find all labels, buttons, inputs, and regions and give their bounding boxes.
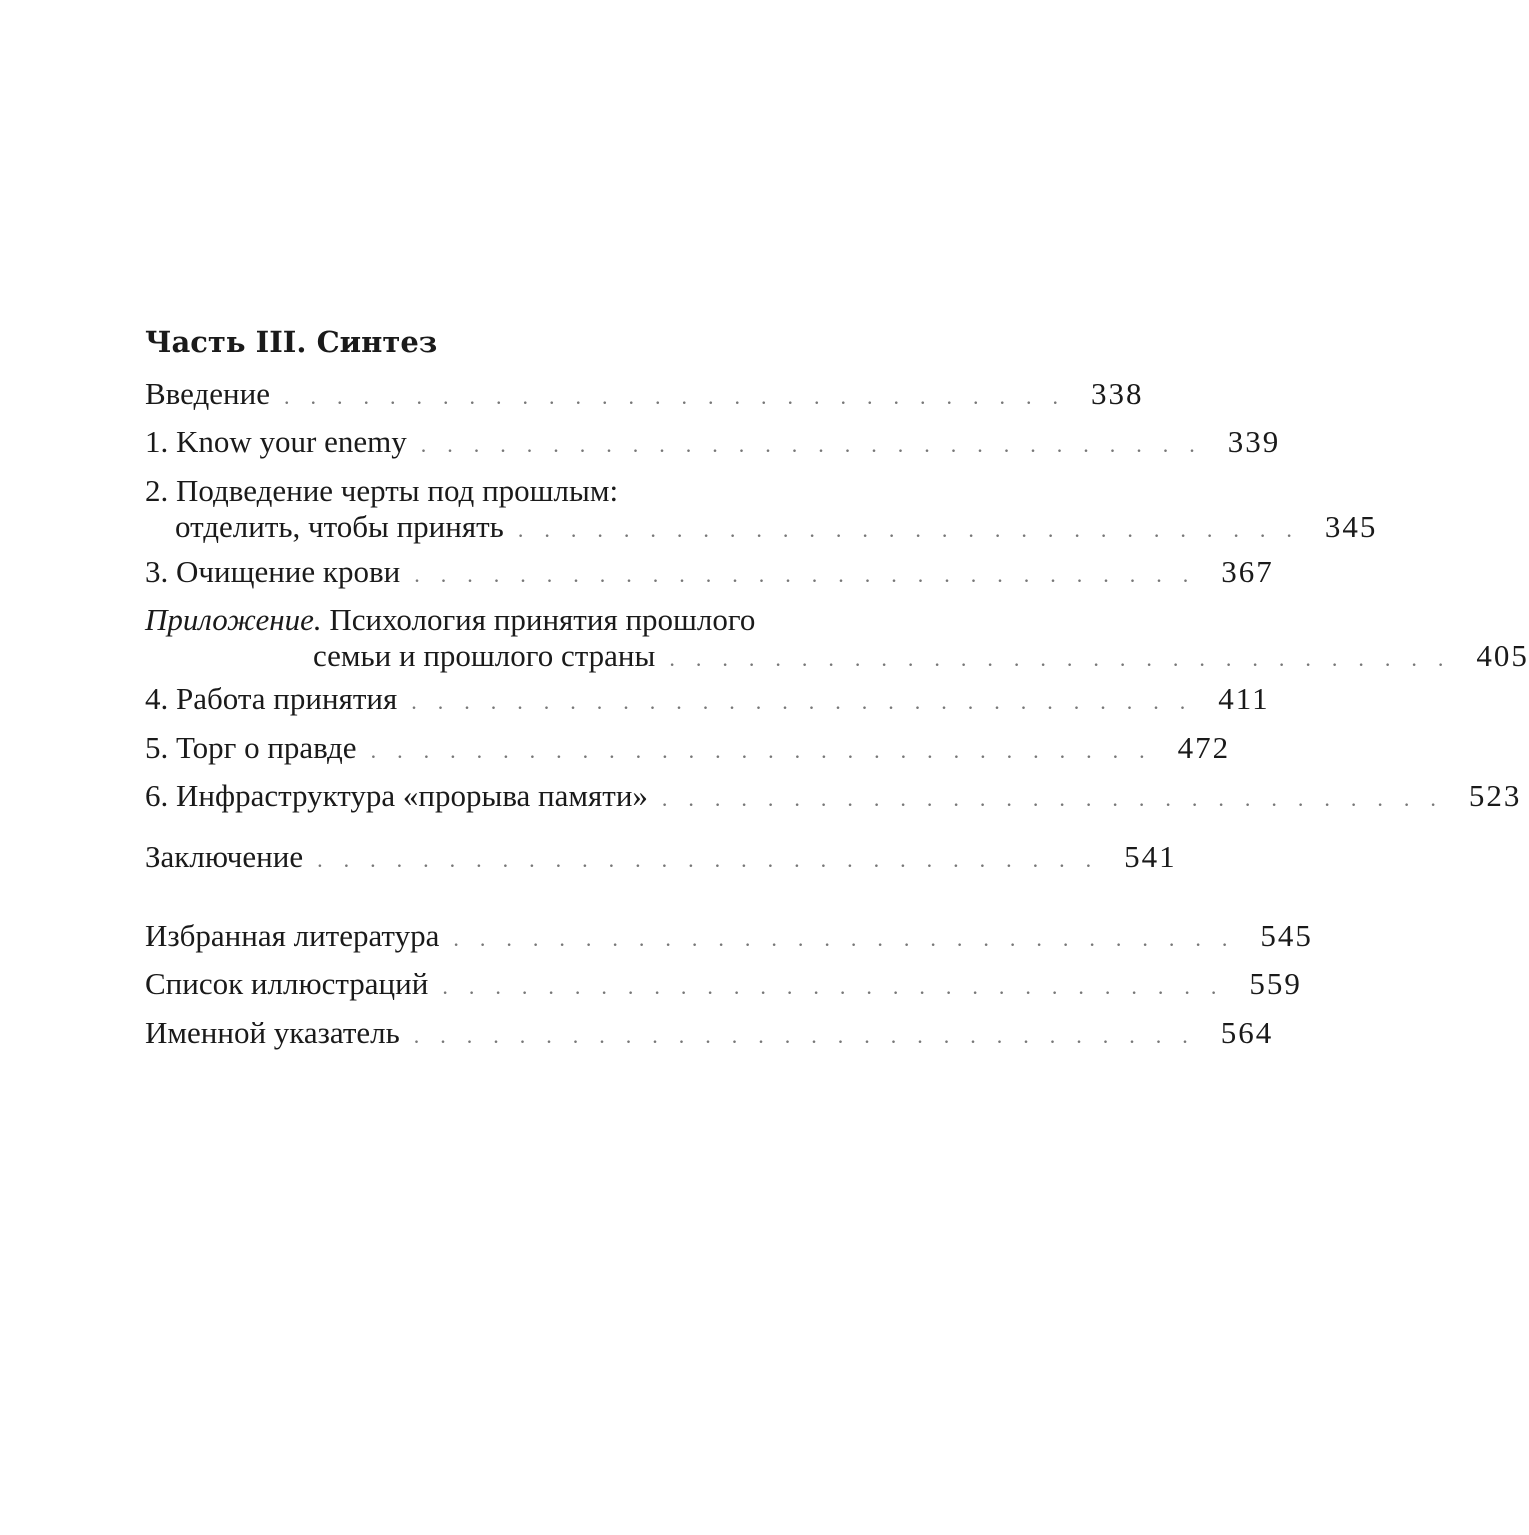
toc-entry-chapter-5[interactable] bbox=[145, 726, 1231, 770]
toc-entry-illustrations[interactable] bbox=[145, 962, 1302, 1006]
toc-entry-name-index[interactable] bbox=[145, 1011, 1274, 1055]
toc-entry-bibliography[interactable] bbox=[145, 914, 1313, 958]
dot-leader: .............................. bbox=[453, 926, 1249, 951]
toc-page-number: 545 bbox=[1260, 918, 1313, 953]
toc-page-number: 367 bbox=[1221, 554, 1274, 589]
toc-entry-introduction[interactable] bbox=[145, 372, 1144, 416]
toc-entry-label: Заключение bbox=[145, 839, 304, 874]
toc-entry-label: 4. Работа принятия bbox=[145, 681, 398, 716]
dot-leader: .............................. bbox=[413, 1023, 1209, 1048]
toc-entry-label-line2: семьи и прошлого страны bbox=[313, 638, 656, 673]
toc-entry-label: 6. Инфраструктура «прорыва памяти» bbox=[145, 778, 648, 813]
toc-entry-label: Избранная литература bbox=[145, 918, 440, 953]
dot-leader: .............................. bbox=[370, 738, 1166, 763]
toc-page-number: 564 bbox=[1220, 1015, 1274, 1050]
part-title: Часть III. Синтез bbox=[145, 325, 438, 359]
toc-entry-label: 1. Know your enemy bbox=[145, 424, 407, 459]
dot-leader: .............................. bbox=[420, 432, 1216, 457]
toc-entry-appendix[interactable] bbox=[145, 598, 1529, 678]
toc-page-number: 405 bbox=[1476, 638, 1529, 673]
toc-page-number: 559 bbox=[1249, 966, 1302, 1001]
toc-entry-label: Список иллюстраций bbox=[145, 966, 429, 1001]
toc-entry-label: Именной указатель bbox=[145, 1015, 400, 1050]
toc-page-number: 472 bbox=[1177, 730, 1231, 765]
dot-leader: .............................. bbox=[661, 786, 1457, 811]
toc-entry-label-line1: 2. Подведение черты под прошлым: bbox=[145, 473, 619, 508]
dot-leader: .............................. bbox=[414, 562, 1210, 587]
dot-leader: .............................. bbox=[317, 847, 1113, 872]
dot-leader: .............................. bbox=[442, 974, 1238, 999]
toc-page-number: 339 bbox=[1227, 424, 1281, 459]
dot-leader: .............................. bbox=[517, 517, 1313, 542]
toc-entry-chapter-3[interactable] bbox=[145, 550, 1274, 594]
toc-entry-chapter-4[interactable] bbox=[145, 677, 1270, 721]
dot-leader: .............................. bbox=[669, 646, 1465, 671]
appendix-label: Приложение. bbox=[145, 602, 322, 637]
dot-leader: .............................. bbox=[283, 384, 1079, 409]
toc-entry-chapter-1[interactable] bbox=[145, 420, 1281, 464]
toc-page-number: 411 bbox=[1218, 681, 1270, 716]
toc-page-number: 523 bbox=[1468, 778, 1522, 813]
toc-entry-chapter-6[interactable] bbox=[145, 774, 1522, 818]
appendix-title-line1: Психология принятия прошлого bbox=[321, 602, 756, 637]
toc-entry-label: 3. Очищение крови bbox=[145, 554, 401, 589]
dot-leader: .............................. bbox=[411, 689, 1207, 714]
toc-entry-label: Введение bbox=[145, 376, 270, 411]
toc-entry-label: 5. Торг о правде bbox=[145, 730, 357, 765]
toc-page-number: 345 bbox=[1324, 509, 1378, 544]
toc-page-number: 541 bbox=[1124, 839, 1177, 874]
toc-entry-conclusion[interactable] bbox=[145, 835, 1177, 879]
toc-entry-label-line2: отделить, чтобы принять bbox=[175, 509, 504, 544]
toc-page-number: 338 bbox=[1090, 376, 1144, 411]
toc-entry-chapter-2[interactable] bbox=[145, 469, 1378, 549]
